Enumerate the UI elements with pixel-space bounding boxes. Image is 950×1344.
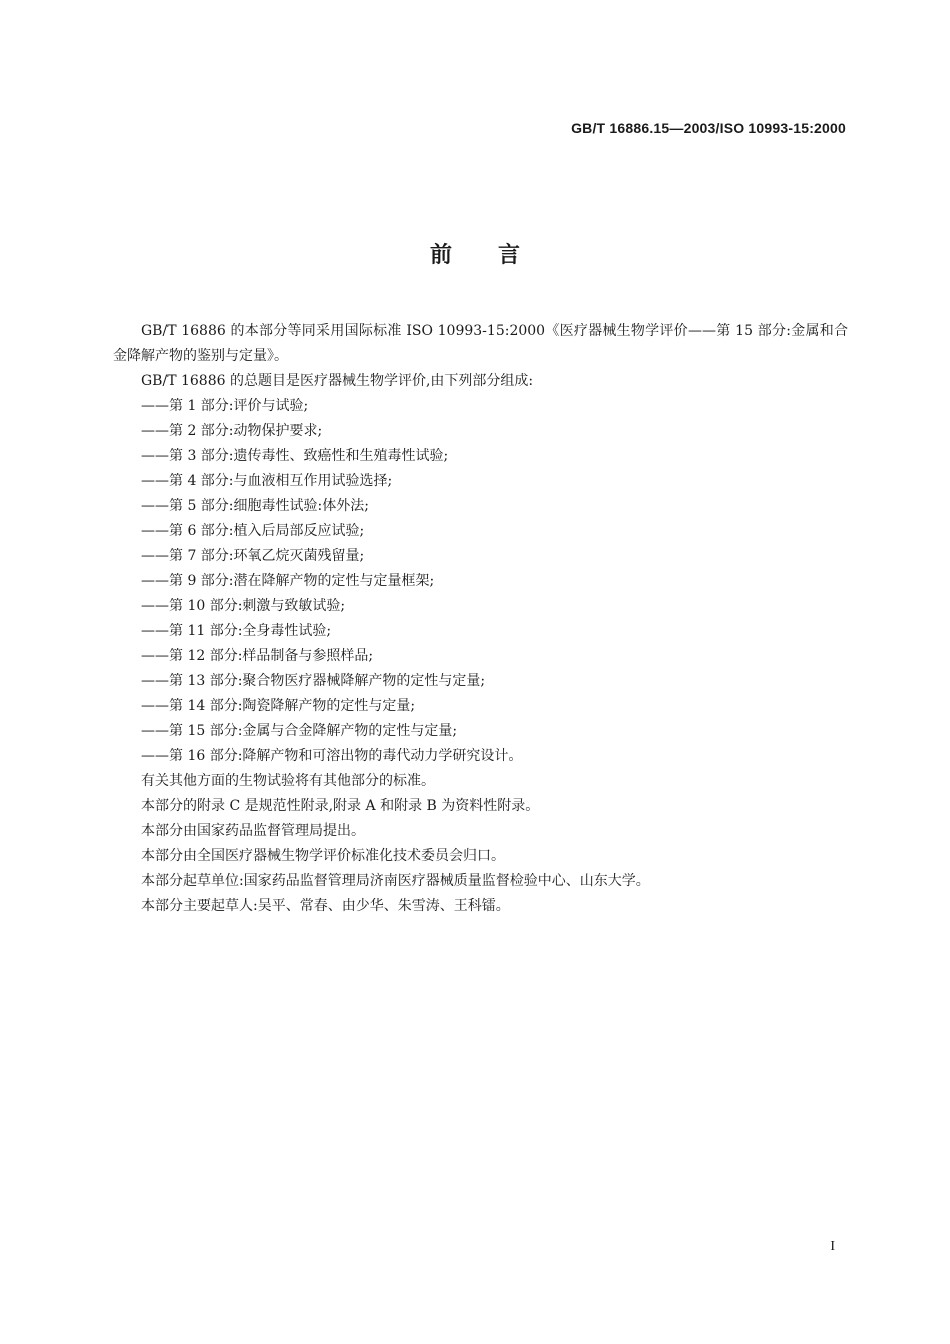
list-item: ——第 16 部分:降解产物和可溶出物的毒代动力学研究设计。 [141, 748, 523, 764]
list-item: ——第 9 部分:潜在降解产物的定性与定量框架; [141, 573, 435, 589]
list-item: ——第 2 部分:动物保护要求; [141, 423, 323, 439]
standard-code: GB/T 16886.15—2003/ISO 10993-15:2000 [571, 120, 846, 136]
intro-paragraph: GB/T 16886 的本部分等同采用国际标准 ISO 10993-15:2000《医疗器械生物学评价——第 15 部分:金属和合金降解产物的鉴别与定量》。 [113, 323, 848, 364]
page-number: I [830, 1239, 835, 1254]
closing-paragraph: 本部分由全国医疗器械生物学评价标准化技术委员会归口。 [141, 848, 505, 864]
list-item: ——第 12 部分:样品制备与参照样品; [141, 648, 374, 664]
list-item: ——第 5 部分:细胞毒性试验:体外法; [141, 498, 369, 514]
closing-paragraph: 本部分起草单位:国家药品监督管理局济南医疗器械质量监督检验中心、山东大学。 [141, 873, 650, 889]
list-item: ——第 13 部分:聚合物医疗器械降解产物的定性与定量; [141, 673, 486, 689]
list-item: ——第 3 部分:遗传毒性、致癌性和生殖毒性试验; [141, 448, 449, 464]
list-item: ——第 14 部分:陶瓷降解产物的定性与定量; [141, 698, 416, 714]
list-item: ——第 10 部分:刺激与致敏试验; [141, 598, 346, 614]
foreword-body [113, 319, 848, 919]
list-item: ——第 15 部分:金属与合金降解产物的定性与定量; [141, 723, 458, 739]
list-item: ——第 11 部分:全身毒性试验; [141, 623, 332, 639]
parts-intro-paragraph: GB/T 16886 的总题目是医疗器械生物学评价,由下列部分组成: [141, 373, 534, 389]
list-item: ——第 6 部分:植入后局部反应试验; [141, 523, 365, 539]
closing-paragraph: 本部分由国家药品监督管理局提出。 [141, 823, 365, 839]
closing-paragraph: 有关其他方面的生物试验将有其他部分的标准。 [141, 773, 435, 789]
parts-list [113, 394, 848, 769]
list-item: ——第 7 部分:环氧乙烷灭菌残留量; [141, 548, 365, 564]
closing-paragraph: 本部分的附录 C 是规范性附录,附录 A 和附录 B 为资料性附录。 [141, 798, 540, 814]
list-item: ——第 4 部分:与血液相互作用试验选择; [141, 473, 393, 489]
list-item: ——第 1 部分:评价与试验; [141, 398, 309, 414]
closing-paragraph: 本部分主要起草人:吴平、常春、由少华、朱雪涛、王科镭。 [141, 898, 510, 914]
page-title: 前言 [429, 243, 566, 268]
